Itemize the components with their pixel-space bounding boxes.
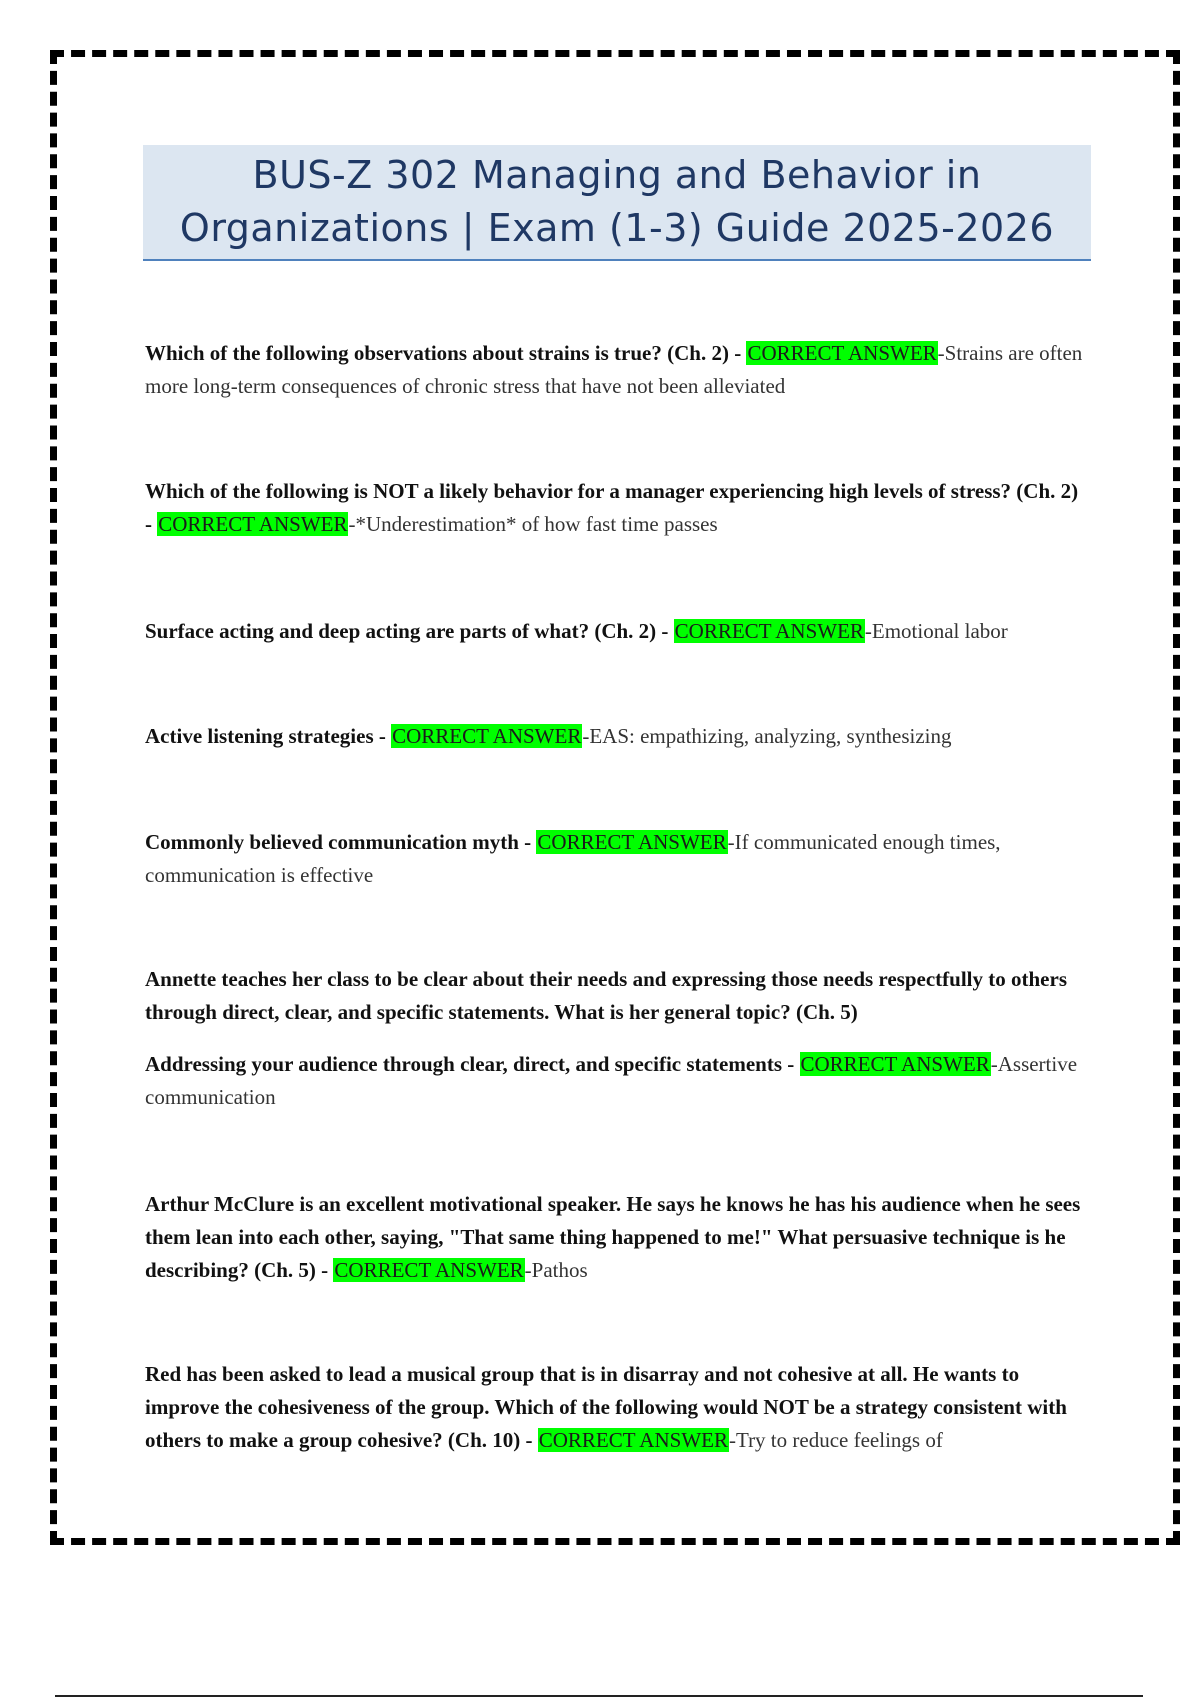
answer-text: -EAS: empathizing, analyzing, synthesizing (582, 724, 952, 748)
question-text: Commonly believed communication myth - (145, 830, 537, 854)
correct-answer-tag: CORRECT ANSWER (158, 512, 348, 536)
question-text: Addressing your audience through clear, direct, and specific statements - (145, 1052, 800, 1076)
qa-item-2 (145, 475, 1090, 541)
qa-item-4 (145, 720, 1090, 753)
qa-item-7 (145, 1048, 1090, 1114)
qa-item-5 (145, 826, 1090, 892)
question-text: Which of the following observations about strains is true? (Ch. 2) - (145, 341, 747, 365)
answer-text: -Pathos (524, 1258, 588, 1282)
title-line-2: Organizations | Exam (1-3) Guide 2025-2026 (179, 206, 1055, 250)
question-text: Which of the following is NOT a likely behavior for a manager experiencing high levels of stress? (Ch. 2) - (145, 479, 1079, 536)
correct-answer-tag: CORRECT ANSWER (800, 1052, 990, 1076)
question-text: Annette teaches her class to be clear about their needs and expressing those needs respectfully to others through direct, clear, and specific statements. What is her general topic? (Ch. 5) (145, 967, 1067, 1024)
answer-text: -Strains are often more long-term consequences of chronic stress that have not been alleviated (145, 341, 1083, 398)
correct-answer-tag: CORRECT ANSWER (392, 724, 582, 748)
page-bottom-rule (55, 1695, 1143, 1697)
qa-item-9 (145, 1358, 1090, 1457)
answer-text: -If communicated enough times, communication is effective (145, 830, 1001, 887)
page-dashed-border (50, 50, 1180, 1545)
question-text: Active listening strategies - (145, 724, 392, 748)
answer-text: -Try to reduce feelings of (728, 1428, 943, 1452)
correct-answer-tag: CORRECT ANSWER (674, 619, 864, 643)
correct-answer-tag: CORRECT ANSWER (538, 1428, 728, 1452)
title-line-1: BUS-Z 302 Managing and Behavior in (252, 153, 982, 197)
qa-item-3 (145, 615, 1090, 648)
qa-item-1 (145, 337, 1090, 403)
question-text: Arthur McClure is an excellent motivational speaker. He says he knows he has his audience when he sees them lean into each other, saying, "That same thing happened to me!" What persuasive technique is he describing? (Ch. 5) - (145, 1192, 1081, 1282)
answer-text: -*Underestimation* of how fast time passes (348, 512, 718, 536)
qa-item-8 (145, 1188, 1090, 1287)
document-title (180, 149, 1054, 255)
qa-item-6 (145, 963, 1090, 1029)
question-text: Red has been asked to lead a musical group that is in disarray and not cohesive at all. He wants to improve the cohesiveness of the group. Which of the following would NOT be a strategy consistent with others to make a group cohesive? (Ch. 10) - (145, 1362, 1067, 1452)
correct-answer-tag: CORRECT ANSWER (334, 1258, 524, 1282)
title-banner (143, 145, 1091, 261)
answer-text: -Assertive communication (145, 1052, 1078, 1109)
correct-answer-tag: CORRECT ANSWER (747, 341, 937, 365)
correct-answer-tag: CORRECT ANSWER (537, 830, 727, 854)
question-text: Surface acting and deep acting are parts of what? (Ch. 2) - (145, 619, 674, 643)
answer-text: -Emotional labor (864, 619, 1008, 643)
